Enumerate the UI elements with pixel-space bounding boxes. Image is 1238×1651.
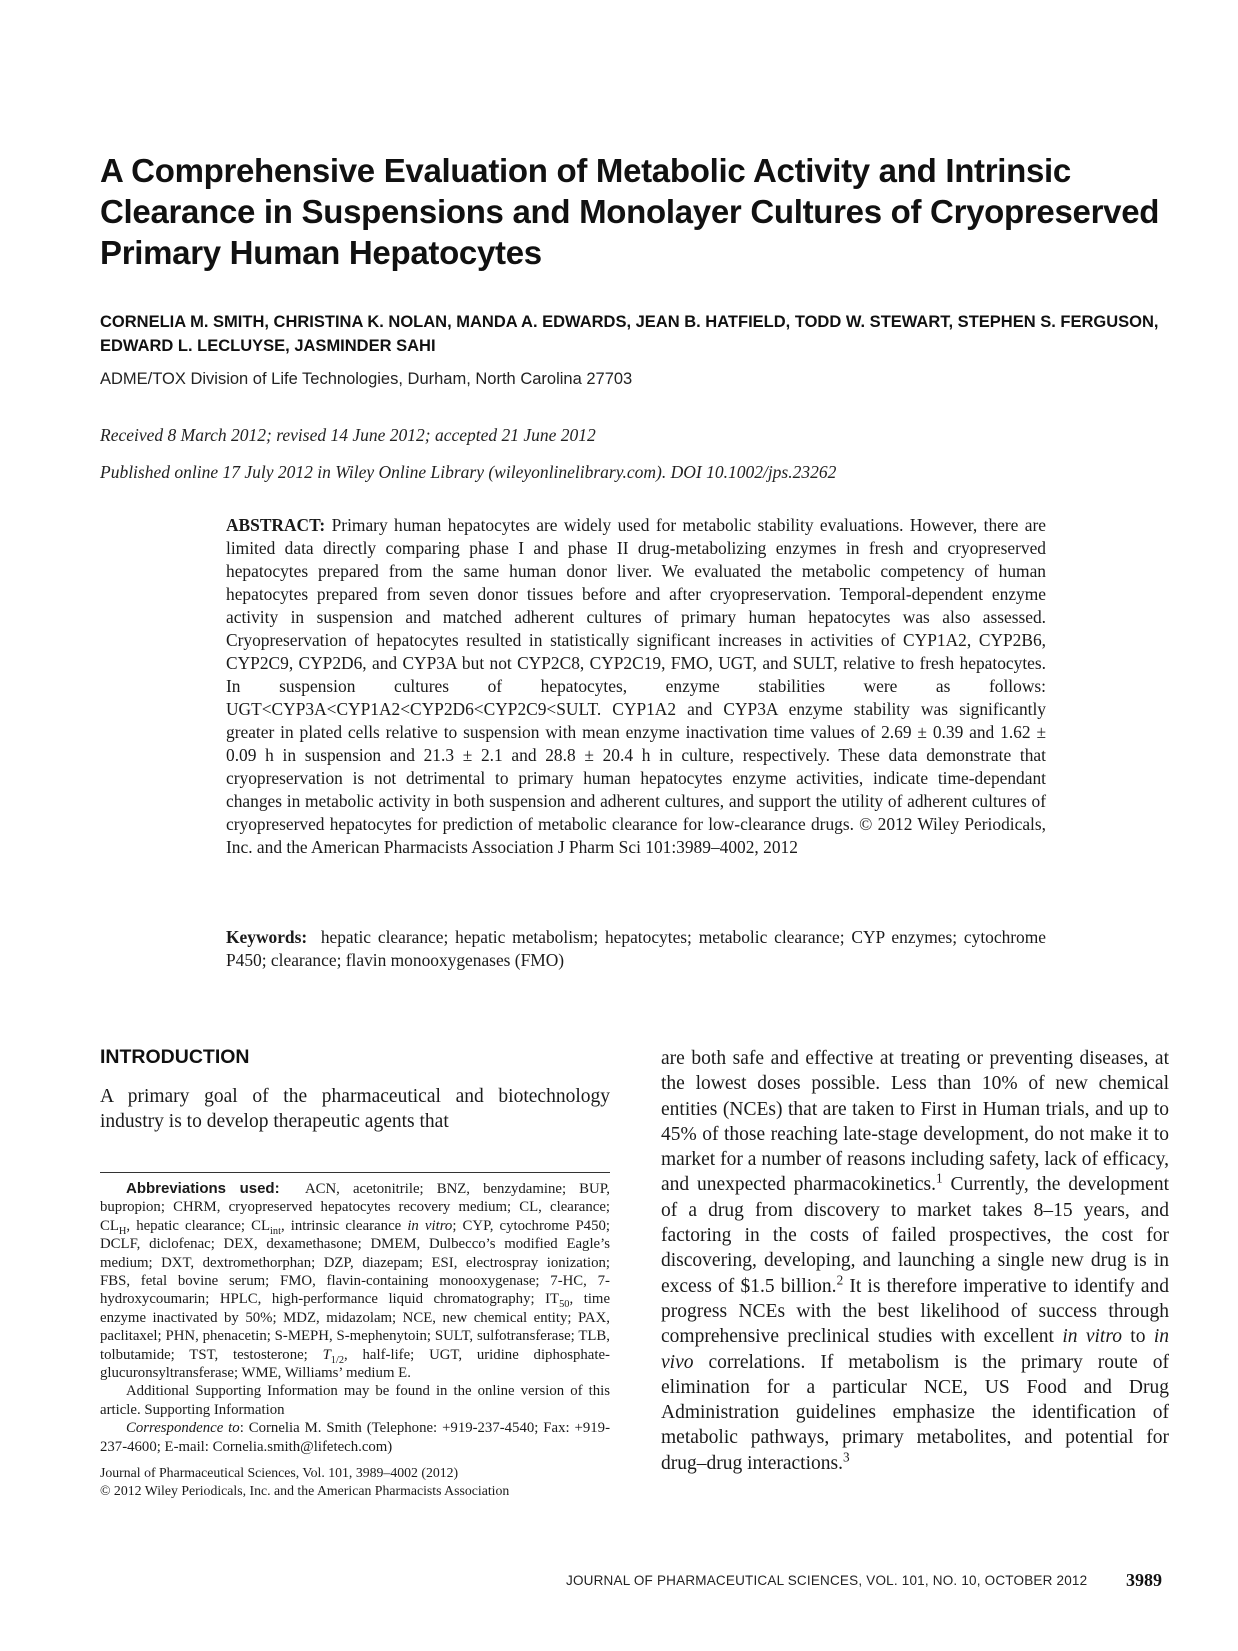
abstract-text: Primary human hepatocytes are widely used for metabolic stability evaluations. However, there are limited data directly comparing phase I and phase II drug-metabolizing enzymes in fresh and cryopreserved hepatocytes prepared from the same human donor liver. We evaluated the metabolic competency of human hepatocytes prepared from seven donor tissues before and after cryopreservation. Temporal-dependent enzyme activity in suspension and matched adherent cultures of primary human hepatocytes was also assessed. Cryopreservation of hepatocytes resulted in statistically significant increases in activities of CYP1A2, CYP2B6, CYP2C9, CYP2D6, and CYP3A but not CYP2C8, CYP2C19, FMO, UGT, and SULT, relative to fresh hepatocytes. In suspension cultures of hepatocytes, enzyme stabilities were as follows: UGT<CYP3A<CYP1A2<CYP2D6<CYP2C9<SULT. CYP1A2 and CYP3A enzyme stability was significantly greater in plated cells relative to suspension with mean enzyme inactivation time values of 2.69 ± 0.39 and 1.62 ± 0.09 h in suspension and 21.3 ± 2.1 and 28.8 ± 20.4 h in culture, respectively. These data demonstrate that cryopreservation is not detrimental to primary human hepatocytes enzyme activities, indicate time-dependant changes in metabolic activity in both suspension and adherent cultures, and support the utility of adherent cultures of cryopreserved hepatocytes for prediction of metabolic clearance for low-clearance drugs. © 2012 Wiley Periodicals, Inc. and the American Pharmacists Association bbox=[226, 515, 1047, 857]
abbreviations-text: , hepatic clearance; CL bbox=[126, 1217, 271, 1234]
keywords bbox=[226, 926, 1046, 972]
subscript: H bbox=[118, 1225, 127, 1237]
running-footer: JOURNAL OF PHARMACEUTICAL SCIENCES, VOL. 101, NO. 10, OCTOBER 2012 bbox=[566, 1573, 1088, 1588]
abbreviations-label: Abbreviations used: bbox=[126, 1180, 280, 1197]
introduction-paragraph-left: A primary goal of the pharmaceutical and biotechnology industry is to develop therapeutic agents that bbox=[100, 1086, 610, 1132]
article-title: A Comprehensive Evaluation of Metabolic Activity and Intrinsic Clearance in Suspensions and Monolayer Cultures of Cryopreserved Primary Human Hepatocytes bbox=[100, 152, 1160, 271]
introduction-paragraph-right bbox=[661, 1046, 1169, 1476]
subscript: int bbox=[270, 1225, 281, 1237]
abbreviations-italic: in vitro bbox=[407, 1217, 453, 1234]
subscript: 50 bbox=[559, 1299, 570, 1311]
reference-marker: 3 bbox=[842, 1449, 850, 1465]
publication-info: Published online 17 July 2012 in Wiley Online Library (wileyonlinelibrary.com). DOI 10.1002/jps.23262 bbox=[100, 462, 837, 482]
received-dates: Received 8 March 2012; revised 14 June 2012; accepted 21 June 2012 bbox=[100, 425, 596, 445]
keywords-label: Keywords: bbox=[226, 927, 308, 947]
footnote-divider bbox=[100, 1172, 610, 1173]
affiliation: ADME/TOX Division of Life Technologies, Durham, North Carolina 27703 bbox=[100, 370, 633, 388]
keywords-text: hepatic clearance; hepatic metabolism; hepatocytes; metabolic clearance; CYP enzymes; cytochrome P450; clearance; flavin monooxygenases (FMO) bbox=[226, 927, 1046, 970]
abstract bbox=[226, 514, 1046, 859]
intro-text: Currently, the development of a drug from discovery to market takes 8–15 years, and factoring in the costs of failed prospectives, the cost for discovering, developing, and launching a single new drug is in excess of $1.5 billion. bbox=[661, 1174, 1169, 1297]
abstract-label: ABSTRACT: bbox=[226, 515, 326, 535]
author-list: CORNELIA M. SMITH, CHRISTINA K. NOLAN, MANDA A. EDWARDS, JEAN B. HATFIELD, TODD W. STEWART, STEPHEN S. FERGUSON, EDWARD L. LECLUYSE, JASMINDER SAHI bbox=[100, 313, 1159, 355]
journal-citation: J Pharm Sci 101:3989–4002, 2012 bbox=[557, 837, 798, 857]
abbreviations-text: , time enzyme inactivated by 50%; MDZ, midazolam; NCE, new chemical entity; PAX, paclitaxel; PHN, phenacetin; S-MEPH, S-mephenytoin; SULT, sulfotransferase; TLB, tolbutamide; TST, testosterone; bbox=[100, 1291, 611, 1363]
abbreviations-text: ACN, acetonitrile; BNZ, benzydamine; BUP, bupropion; CHRM, cryopreserved hepatocytes recovery medium; CL, clearance; CL bbox=[100, 1181, 610, 1234]
section-heading-introduction: INTRODUCTION bbox=[100, 1046, 250, 1068]
journal-info bbox=[100, 1464, 610, 1500]
correspondence-text: : Cornelia M. Smith (Telephone: +919-237-4540; Fax: +919-237-4600; E-mail: Cornelia.smith@lifetech.com) bbox=[100, 1420, 610, 1455]
subscript: 1/2 bbox=[330, 1354, 345, 1366]
intro-italic: in vitro bbox=[1062, 1326, 1122, 1348]
correspondence-label: Correspondence to bbox=[126, 1420, 240, 1437]
copyright-line: © 2012 Wiley Periodicals, Inc. and the American Pharmacists Association bbox=[100, 1483, 510, 1499]
abbreviations-footnote bbox=[100, 1180, 610, 1382]
journal-line: Journal of Pharmaceutical Sciences, Vol. 101, 3989–4002 (2012) bbox=[100, 1465, 459, 1481]
intro-italic: in vivo bbox=[661, 1326, 1170, 1373]
intro-text: are both safe and effective at treating or preventing diseases, at the lowest doses possible. Less than 10% of new chemical entities (NCEs) that are taken to First in Human trials, and up to 45% of those reaching late-stage development, do not make it to market for a number of reasons including safety, lack of efficacy, and unexpected pharmacokinetics. bbox=[661, 1048, 1169, 1196]
abbreviations-text: , half-life; UGT, uridine diphosphate-glucuronsyltransferase; WME, Williams’ medium E. bbox=[100, 1346, 610, 1382]
abbreviations-italic: T bbox=[322, 1346, 331, 1363]
reference-marker: 2 bbox=[836, 1272, 844, 1288]
supporting-info-footnote: Additional Supporting Information may be found in the online version of this article. Supporting Information bbox=[100, 1383, 610, 1418]
reference-marker: 1 bbox=[936, 1170, 943, 1186]
footnotes bbox=[100, 1180, 610, 1500]
intro-text: correlations. If metabolism is the primary route of elimination for a particular NCE, US Food and Drug Administration guidelines emphasize the identification of metabolic pathways, primary metabolites, and potential for drug–drug interactions. bbox=[661, 1351, 1169, 1474]
page-number: 3989 bbox=[1126, 1570, 1162, 1590]
correspondence-footnote bbox=[100, 1419, 610, 1456]
intro-text: It is therefore imperative to identify and progress NCEs with the best likelihood of success through comprehensive preclinical studies with excellent bbox=[661, 1275, 1169, 1348]
abbreviations-text: , intrinsic clearance bbox=[280, 1217, 408, 1234]
abbreviations-text: ; CYP, cytochrome P450; DCLF, diclofenac; DEX, dexamethasone; DMEM, Dulbecco’s modified Eagle’s medium; DXT, dextromethorphan; DZP, diazepam; ESI, electrospray ionization; FBS, fetal bovine serum; FMO, flavin-containing monooxygenase; 7-HC, 7-hydroxycoumarin; HPLC, high-performance liquid chromatography; IT bbox=[100, 1217, 610, 1308]
intro-text: to bbox=[1121, 1326, 1154, 1348]
